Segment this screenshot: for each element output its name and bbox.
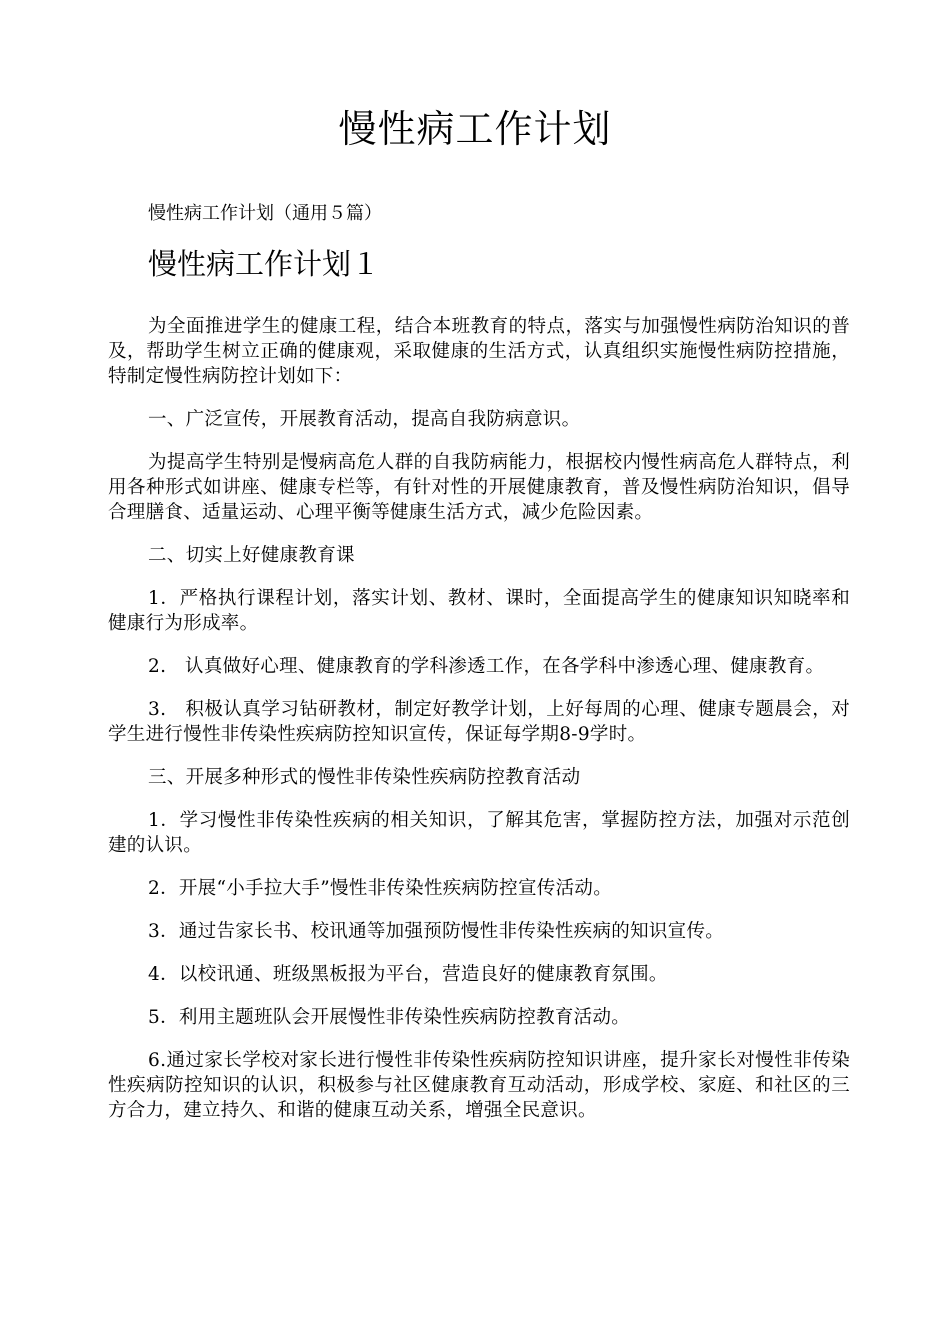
paragraph-item-3-3: 3．通过告家长书、校讯通等加强预防慢性非传染性疾病的知识宣传。 (148, 921, 725, 942)
paragraph-item-3-6: 6.通过家长学校对家长进行慢性非传染性疾病防控知识讲座，提升家长对慢性非传染性疾病防控知识的认识，积极参与社区健康教育互动活动，形成学校、家庭、和社区的三方合力，建立持久、和谐的健康互动关系，增强全民意识。 (108, 1050, 850, 1121)
paragraph-item-3-5: 5．利用主题班队会开展慢性非传染性疾病防控教育活动。 (148, 1007, 631, 1028)
document-body (108, 314, 850, 1141)
paragraph-item-2-2: 2. 认真做好心理、健康教育的学科渗透工作，在各学科中渗透心理、健康教育。 (148, 656, 825, 677)
paragraph-item-3-2: 2．开展“小手拉大手”慢性非传染性疾病防控宣传活动。 (148, 878, 612, 899)
paragraph-item-2-1: 1．严格执行课程计划，落实计划、教材、课时，全面提高学生的健康知识知晓率和健康行为形成率。 (108, 588, 850, 634)
paragraph-item-3-4: 4．以校讯通、班级黑板报为平台，营造良好的健康教育氛围。 (148, 964, 668, 985)
paragraph-intro: 为全面推进学生的健康工程，结合本班教育的特点，落实与加强慢性病防治知识的普及，帮助学生树立正确的健康观，采取健康的生活方式，认真组织实施慢性病防控措施，特制定慢性病防控计划如下： (108, 316, 850, 387)
paragraph-item-2-3: 3. 积极认真学习钻研教材，制定好教学计划，上好每周的心理、健康专题晨会，对学生进行慢性非传染性疾病防控知识宣传，保证每学期8-9学时。 (108, 699, 850, 745)
document-subtitle: 慢性病工作计划（通用５篇） (148, 203, 382, 224)
paragraph-item-3-1: 1．学习慢性非传染性疾病的相关知识，了解其危害，掌握防控方法，加强对示范创建的认识。 (108, 810, 850, 856)
paragraph-heading-3: 三、开展多种形式的慢性非传染性疾病防控教育活动 (148, 767, 581, 788)
page-title: 慢性病工作计划 (338, 107, 612, 151)
paragraph-heading-1: 一、广泛宣传，开展教育活动，提高自我防病意识。 (148, 409, 581, 430)
paragraph-heading-2: 二、切实上好健康教育课 (148, 545, 355, 566)
section-heading: 慢性病工作计划１ (148, 247, 381, 281)
paragraph-body-1: 为提高学生特别是慢病高危人群的自我防病能力，根据校内慢性病高危人群特点，利用各种形式如讲座、健康专栏等，有针对性的开展健康教育，普及慢性病防治知识，倡导合理膳食、适量运动、心理平衡等健康生活方式，减少危险因素。 (108, 452, 850, 523)
